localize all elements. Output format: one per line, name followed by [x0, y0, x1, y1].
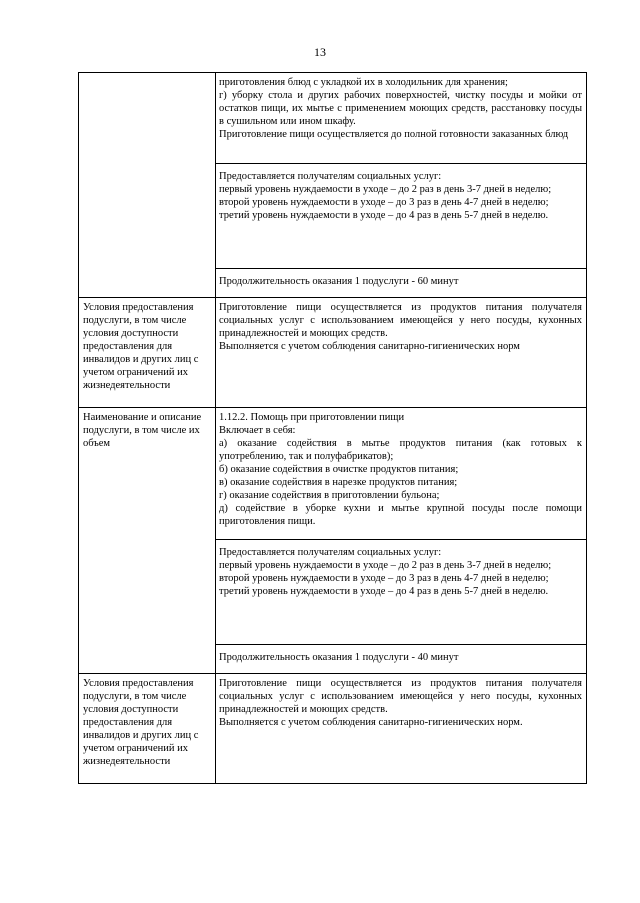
conditions-label-cell — [79, 298, 216, 408]
paragraph: г) оказание содействия в приготовлении бульона; — [219, 490, 440, 501]
conditions-label: Условия предоставления подуслуги, в том числе условия доступности предоставления для инвалидов и других лиц с учетом ограничений их жизнедеятельности — [83, 302, 199, 391]
paragraph: д) содействие в уборке кухни и мытье крупной посуды после помощи приготовления пищи. — [219, 503, 582, 527]
table-row-conditions — [79, 298, 587, 408]
paragraph: Предоставляется получателям социальных услуг: — [219, 547, 442, 558]
paragraph: первый уровень нуждаемости в уходе – до 2 раз в день 3-7 дней в неделю; — [219, 184, 552, 195]
paragraph: в) оказание содействия в нарезке продуктов питания; — [219, 477, 458, 488]
conditions-cell — [216, 674, 587, 784]
description-label: Наименование и описание подуслуги, в том числе их объем — [83, 412, 202, 449]
paragraph: б) оказание содействия в очистке продуктов питания; — [219, 464, 459, 475]
paragraph: г) уборку стола и других рабочих поверхностей, чистку посуды и мойки от остатков пищи, их мытье с применением моющих средств, расстановку посуды в сушильном или ином шкафу. — [219, 90, 582, 127]
paragraph: Выполняется с учетом соблюдения санитарно-гигиенических норм — [219, 341, 520, 352]
page-number: 13 — [314, 45, 326, 59]
frequency-cell — [216, 164, 587, 269]
paragraph: Приготовление пищи осуществляется из продуктов питания получателя социальных услуг с использованием имеющейся у него посуды, кухонных принадлежностей и моющих средств. — [219, 678, 582, 715]
table-row-cooking-continued — [79, 73, 587, 164]
cooking-description-cell — [216, 73, 587, 164]
table-row-description — [79, 408, 587, 540]
paragraph: Предоставляется получателям социальных услуг: — [219, 171, 442, 182]
paragraph: второй уровень нуждаемости в уходе – до 3 раз в день 4-7 дней в неделю; — [219, 573, 549, 584]
duration-cell — [216, 269, 587, 298]
frequency-cell — [216, 540, 587, 645]
paragraph: Выполняется с учетом соблюдения санитарно-гигиенических норм. — [219, 717, 523, 728]
description-label-cell — [79, 408, 216, 674]
service-table — [78, 72, 587, 784]
paragraph: а) оказание содействия в мытье продуктов питания (как готовых к употреблению, так и полуфабрикатов); — [219, 438, 582, 462]
conditions-label-cell — [79, 674, 216, 784]
paragraph: Приготовление пищи осуществляется до полной готовности заказанных блюд — [219, 129, 569, 140]
paragraph: Продолжительность оказания 1 подуслуги - 40 минут — [219, 652, 459, 663]
paragraph: третий уровень нуждаемости в уходе – до 4 раз в день 5-7 дней в неделю. — [219, 586, 549, 597]
paragraph: 1.12.2. Помощь при приготовлении пищи — [219, 412, 405, 423]
table-row-conditions — [79, 674, 587, 784]
conditions-label: Условия предоставления подуслуги, в том числе условия доступности предоставления для инвалидов и других лиц с учетом ограничений их жизнедеятельности — [83, 678, 199, 767]
paragraph: Включает в себя: — [219, 425, 296, 436]
paragraph: Продолжительность оказания 1 подуслуги - 60 минут — [219, 276, 459, 287]
paragraph: Приготовление пищи осуществляется из продуктов питания получателя социальных услуг с использованием имеющейся у него посуды, кухонных принадлежностей и моющих средств. — [219, 302, 582, 339]
duration-cell — [216, 645, 587, 674]
description-cell — [216, 408, 587, 540]
paragraph: второй уровень нуждаемости в уходе – до 3 раз в день 4-7 дней в неделю; — [219, 197, 549, 208]
left-cell-empty — [79, 73, 216, 298]
conditions-cell — [216, 298, 587, 408]
paragraph: приготовления блюд с укладкой их в холодильник для хранения; — [219, 77, 508, 88]
paragraph: третий уровень нуждаемости в уходе – до 4 раз в день 5-7 дней в неделю. — [219, 210, 549, 221]
paragraph: первый уровень нуждаемости в уходе – до 2 раз в день 3-7 дней в неделю; — [219, 560, 552, 571]
